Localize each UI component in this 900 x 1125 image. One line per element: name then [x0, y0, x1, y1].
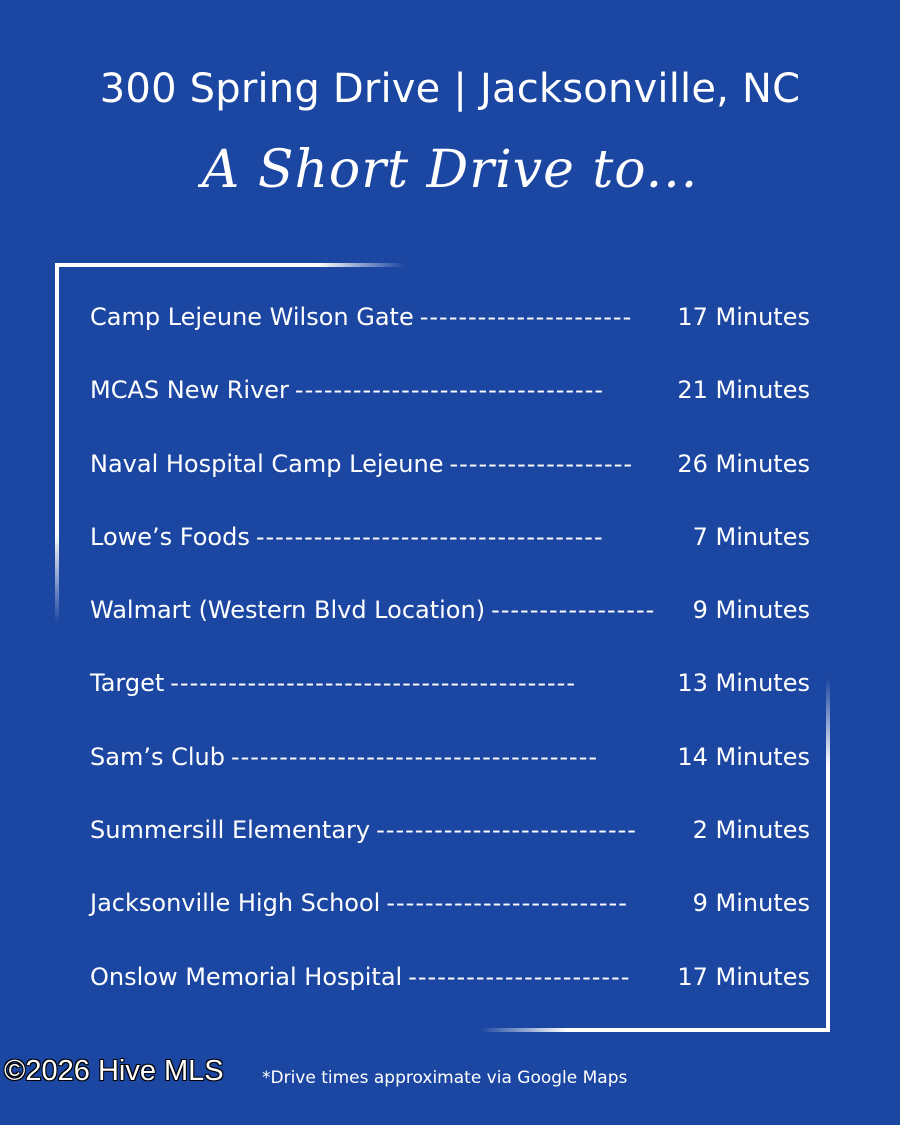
destination-name: Lowe’s Foods — [90, 522, 250, 551]
list-item — [90, 810, 810, 883]
list-item — [90, 517, 810, 590]
destination-list — [90, 297, 810, 1030]
list-item — [90, 737, 810, 810]
dash-leader: ------------------- — [449, 449, 634, 478]
dash-leader: ------------------------------------ — [255, 522, 604, 551]
destination-name: MCAS New River — [90, 376, 289, 405]
dash-leader: ------------------------- — [386, 889, 628, 918]
dash-leader: -------------------------------- — [294, 376, 605, 405]
drive-time: 14 Minutes — [677, 742, 810, 771]
list-item — [90, 957, 810, 1030]
destination-name: Walmart (Western Blvd Location) — [90, 596, 486, 625]
drive-time: 17 Minutes — [677, 303, 810, 331]
footnote: *Drive times approximate via Google Maps — [262, 1068, 628, 1088]
list-item — [90, 590, 810, 663]
destination-name: Summersill Elementary — [90, 816, 371, 845]
destination-name: Camp Lejeune Wilson Gate — [90, 303, 414, 331]
drive-time: 9 Minutes — [692, 889, 810, 918]
script-heading: A Short Drive to... — [201, 140, 699, 200]
drive-time: 9 Minutes — [692, 596, 810, 625]
destination-name: Naval Hospital Camp Lejeune — [90, 449, 444, 478]
drive-time: 17 Minutes — [677, 962, 810, 991]
destination-name: Onslow Memorial Hospital — [90, 962, 403, 991]
drive-time: 13 Minutes — [677, 669, 810, 698]
destination-name: Jacksonville High School — [90, 889, 381, 918]
dash-leader: ----------------- — [491, 596, 656, 625]
dash-leader: ----------------------- — [408, 962, 631, 991]
frame-left-line — [55, 263, 59, 623]
dash-leader: --------------------------- — [376, 816, 637, 845]
list-item — [90, 297, 810, 370]
destination-name: Sam’s Club — [90, 742, 225, 771]
page-title: 300 Spring Drive | Jacksonville, NC — [99, 66, 801, 112]
copyright-watermark: ©2026 Hive MLS — [4, 1055, 224, 1087]
drive-time: 7 Minutes — [692, 522, 810, 551]
frame-top-line — [55, 263, 405, 267]
dash-leader: -------------------------------------- — [230, 742, 599, 771]
destination-name: Target — [90, 669, 165, 698]
drive-time: 21 Minutes — [677, 376, 810, 405]
dash-leader: ------------------------------------------ — [170, 669, 576, 698]
list-item — [90, 370, 810, 443]
drive-time: 26 Minutes — [677, 449, 810, 478]
list-item — [90, 663, 810, 736]
list-item — [90, 883, 810, 956]
list-item — [90, 444, 810, 517]
frame-right-line — [826, 678, 830, 1032]
dash-leader: ---------------------- — [419, 303, 633, 331]
drive-time: 2 Minutes — [692, 816, 810, 845]
